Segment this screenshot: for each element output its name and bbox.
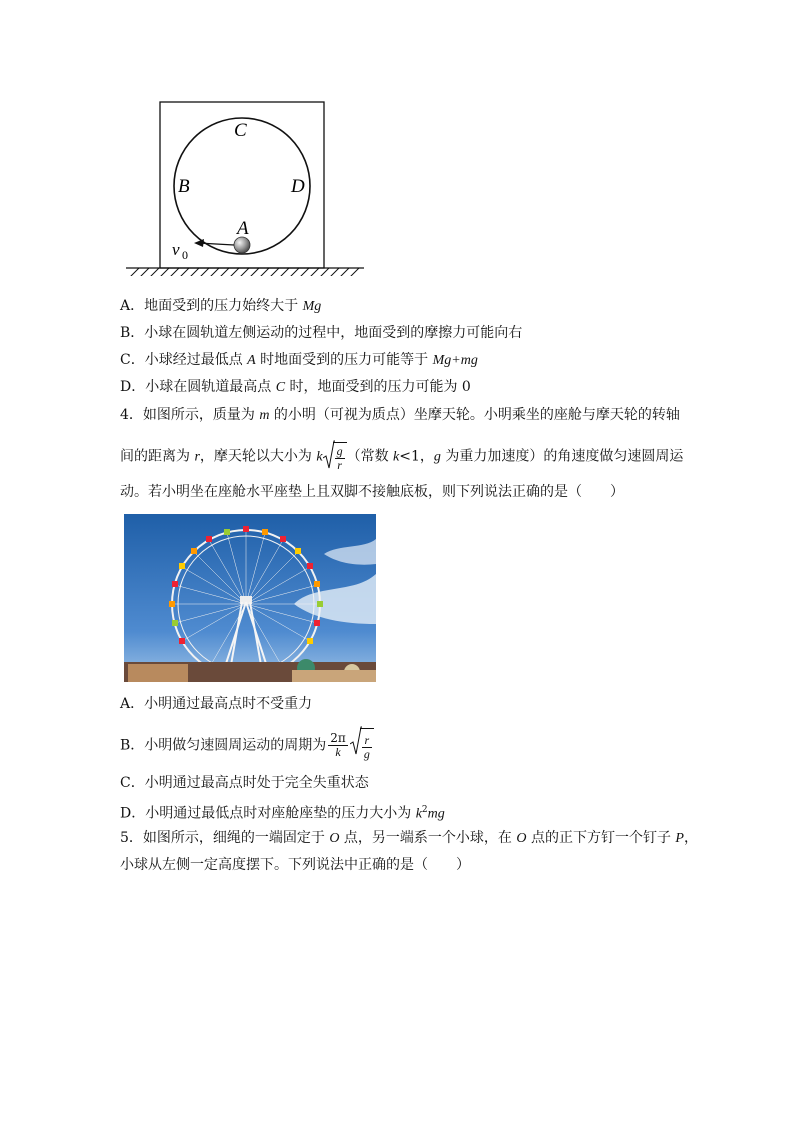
q5-stem-line2: 小球从左侧一定高度摆下。下列说法中正确的是（ ） [120,857,470,873]
q5-stem-line1: 5．如图所示，细绳的一端固定于 O 点，另一端系一个小球，在 O 点的正下方钉一个钉子 P， [120,830,698,846]
ferris-wheel-photo [124,514,376,682]
q4-option-a: A．小明通过最高点时不受重力 [120,696,313,712]
q4-option-d: D．小明通过最低点时对座舱座垫的压力大小为 $k^2mg$ [120,805,445,822]
q3-option-c: C．小球经过最低点 A 时地面受到的压力可能等于 Mg+mg [120,352,478,368]
building-right [292,670,376,682]
q4-stem-line2: 间的距离为 r，摩天轮以大小为 k $\frac{g}{r}$ （常数 k<1，g 为重力加速度）的角速度做匀速圆周运 [120,440,683,470]
q4-stem-line1: 4．如图所示，质量为 m 的小明（可视为质点）坐摩天轮。小明乘坐的座舱与摩天轮的转轴 [120,407,680,423]
label-v0: v [172,240,180,259]
label-B: B [178,176,190,197]
sqrt-r-over-g: $\frac{r}{g}$ [350,726,374,765]
track-diagram [120,96,370,276]
label-C: C [234,120,247,141]
label-D: D [291,176,305,197]
q4-option-b: B．小明做匀速圆周运动的周期为 $\frac{2\pi}{k}$ $\frac{r}{g}$ [120,726,374,762]
sqrt-g-over-r: $\frac{g}{r}$ [323,440,347,473]
q4-option-c: C．小明通过最高点时处于完全失重状态 [120,775,369,791]
ground-hatching [130,268,359,276]
velocity-arrowhead [194,239,204,247]
q3-option-b: B．小球在圆轨道左侧运动的过程中，地面受到的摩擦力可能向右 [120,325,523,341]
label-A: A [237,218,249,239]
ball [234,237,250,253]
building-left [128,664,188,682]
q3-option-a: A．地面受到的压力始终大于 Mg [120,298,322,314]
q4-stem-line3: 动。若小明坐在座舱水平座垫上且双脚不接触底板，则下列说法正确的是（ ） [120,484,624,500]
label-v0-subscript: 0 [182,248,188,262]
q3-option-d: D．小球在圆轨道最高点 C 时，地面受到的压力可能为 0 [120,379,471,395]
